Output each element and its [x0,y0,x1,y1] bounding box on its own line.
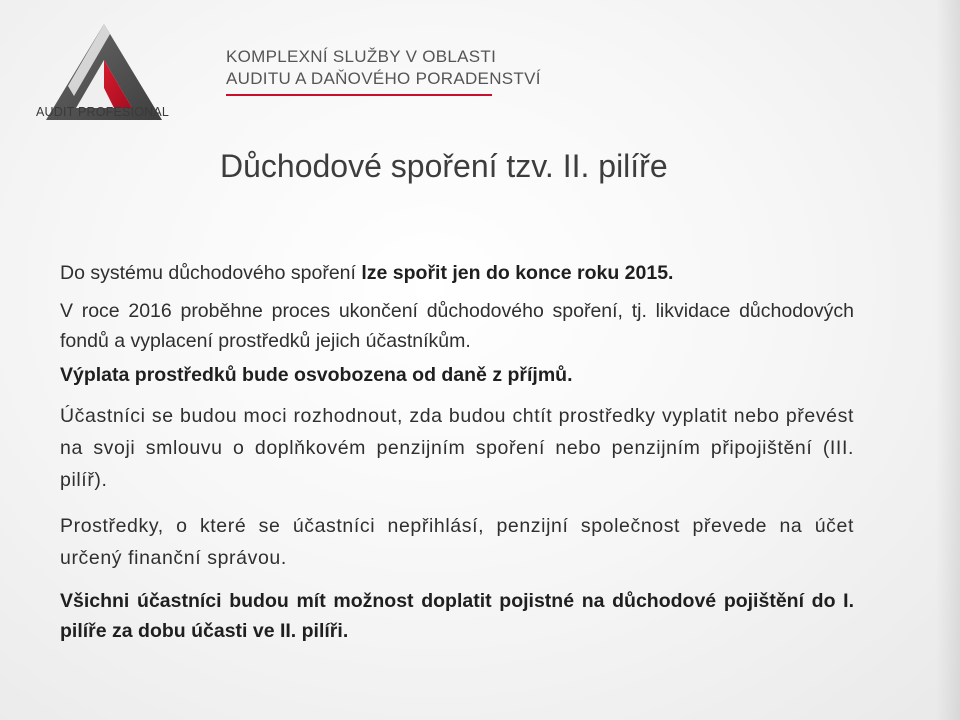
company-tagline [226,46,541,90]
paragraph-unclaimed-funds: Prostředky, o které se účastníci nepřihlásí, penzijní společnost převede na účet určený finanční správou. [60,515,854,569]
slide-title: Důchodové spoření tzv. II. pilíře [220,148,668,184]
paragraph-insurance-payment: Všichni účastníci budou mít možnost doplatit pojistné na důchodové pojištění do I. pilíře za dobu účasti ve II. pilíři. [60,590,854,642]
company-tagline-line1: KOMPLEXNÍ SLUŽBY V OBLASTI [226,47,497,66]
right-edge-shadow [936,0,960,720]
header-red-rule [226,94,492,96]
paragraph-deadline [60,258,854,288]
paragraph-termination: V roce 2016 proběhne proces ukončení důchodového spoření, tj. likvidace důchodových fondů a vyplacení prostředků jejich účastníkům. [60,300,854,352]
logo-caption: AUDIT PROFESIONAL [36,105,170,119]
company-tagline-line2: AUDITU A DAŇOVÉHO PORADENSTVÍ [226,69,541,88]
paragraph-deadline-bold: lze spořit jen do konce roku 2015. [361,262,674,284]
paragraph-tax-exemption: Výplata prostředků bude osvobozena od daně z příjmů. [60,364,573,386]
paragraph-participant-options: Účastníci se budou moci rozhodnout, zda budou chtít prostředky vyplatit nebo převést na svoji smlouvu o doplňkovém penzijním spoření nebo penzijním připojištění (III. pilíř). [60,405,854,491]
slide-content [60,258,854,646]
paragraph-deadline-text: Do systému důchodového spoření [60,262,362,284]
